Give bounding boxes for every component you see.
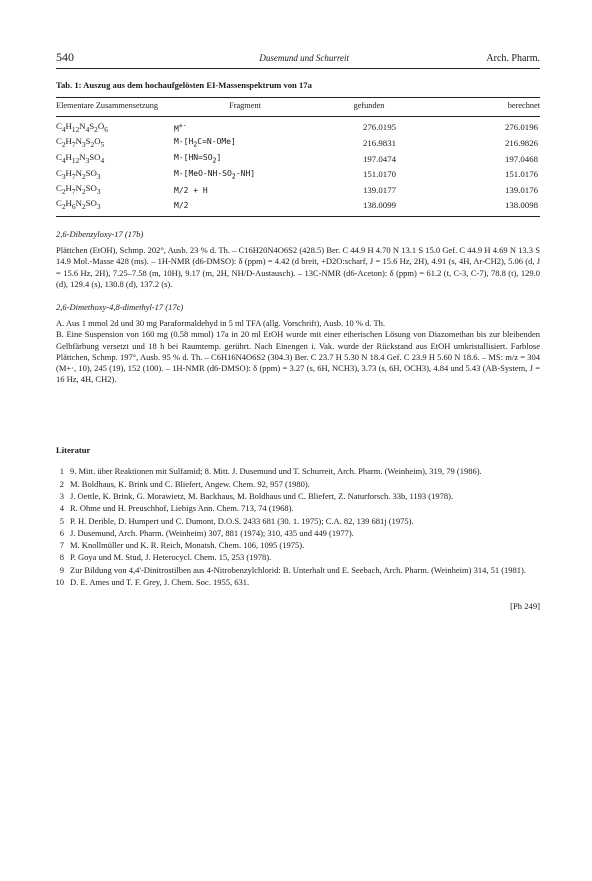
cell-composition: $C_4H_{12}N_3SO_4$ [56, 152, 105, 165]
compound-17b-heading: 2,6-Dibenzyloxy-17 (17b) [56, 228, 144, 239]
reference-text: J. Oettle, K. Brink, G. Morawietz, M. Backhaus, M. Boldhaus und C. Bliefert, Z. Naturforsch. 33b, 1193 (1978). [70, 491, 454, 501]
reference-number: 9 [59, 564, 64, 575]
page [56, 50, 540, 611]
journal-name: Arch. Pharm. [486, 53, 540, 64]
table-header-row [56, 98, 540, 117]
cell-calculated: 197.0468 [505, 153, 538, 164]
reference-text: P. H. Derible, D. Humpert und C. Dumont, D.O.S. 2433 681 (30. 1. 1975); C.A. 82, 139 681j (1975). [70, 515, 414, 526]
reference-number: 6 [59, 527, 64, 538]
reference-number: 3 [59, 491, 64, 501]
reference-number: 2 [59, 478, 64, 489]
cell-fragment: $M-[HN=SO_2]$ [174, 152, 222, 165]
reference-item [56, 552, 540, 563]
reference-item [56, 577, 540, 588]
cell-found: 151.0170 [363, 169, 396, 180]
table-row [56, 135, 540, 151]
table-body [56, 117, 540, 217]
page-number: 540 [56, 50, 74, 64]
cell-composition: $C_4H_{12}N_4S_2O_6$ [56, 121, 108, 134]
reference-number: 7 [59, 540, 64, 551]
cell-calculated: 139.0176 [505, 184, 538, 195]
compound-17b-section [56, 229, 540, 290]
cell-composition: $C_2H_6N_2SO_3$ [56, 198, 174, 217]
reference-text: M. Boldhaus, K. Brink und C. Bliefert, Angew. Chem. 92, 957 (1980). [70, 478, 310, 489]
table-row [56, 198, 540, 217]
compound-17c-section [56, 302, 540, 385]
cell-fragment: $M-[MeO-NH-SO_2-NH]$ [174, 168, 256, 181]
compound-17c-method-b: B. Eine Suspension von 160 mg (0.58 mmol) 17a in 20 ml EtOH wurde mit einer etherischen Lösung von Diazomethan bis zur bleibenden Gelbfärbung versetzt und 18 h bei Raumtemp. gerührt. Nach Einengen i. Vak. wurde der Rückstand aus EtOH umkristallisiert. Farblose Plättchen, Schmp. 197°, Ausb. 95 % d. Th. – C6H16N4O6S2 (304.3) Ber. C 23.7 H 5.30 N 18.4 Gef. C 23.9 H 5.60 N 18.6. – MS: m/z = 304 (M+·, 10), 245 (19), 152 (100). – 1H-NMR (d6-DMSO): δ (ppm) = 3.27 (s, 6H, NCH3), 3.73 (s, 6H, OCH3), 4.84 und 5.43 (AB-System, J = 16 Hz, 4H, CH2). [56, 329, 540, 385]
compound-17c-method-a: A. Aus 1 mmol 2d und 30 mg Paraformaldehyd in 5 ml TFA (allg. Vorschrift), Ausb. 10 % d. Th. [56, 318, 386, 329]
reference-text: P. Goya und M. Stud, J. Heterocycl. Chem. 15, 253 (1978). [70, 552, 272, 563]
reference-item [56, 516, 540, 527]
col-header-calc: berechnet [507, 101, 540, 110]
cell-fragment: M/2 [174, 198, 316, 217]
cell-fragment: $M-[H_2C=N-OMe]$ [174, 136, 236, 149]
reference-list [56, 466, 540, 588]
reference-text: R. Ohme und H. Preuschhof, Liebigs Ann. Chem. 713, 74 (1968). [70, 503, 294, 514]
cell-found: 276.0195 [363, 122, 396, 133]
reference-item [56, 491, 540, 502]
cell-composition: $C_2H_7N_3S_2O_5$ [56, 136, 105, 150]
cell-calculated: 151.0176 [505, 169, 538, 180]
reference-item [56, 503, 540, 514]
col-header-found: gefunden [353, 101, 385, 110]
cell-found: 139.0177 [363, 184, 396, 195]
reference-number: 8 [59, 552, 64, 563]
cell-fragment: M/2 + H [174, 185, 208, 195]
reference-number: 10 [55, 577, 64, 588]
cell-fragment: M+· [174, 122, 187, 134]
reference-number: 1 [59, 466, 64, 477]
compound-17c-heading: 2,6-Dimethoxy-4,8-dimethyl-17 (17c) [56, 301, 184, 312]
reference-text: M. Knollmüller und K. R. Reich, Monatsh. Chem. 106, 1095 (1975). [70, 540, 305, 551]
reference-number: 5 [59, 515, 64, 526]
cell-calculated: 216.9826 [505, 137, 538, 148]
reference-item [56, 565, 540, 576]
literature-title: Literatur [56, 445, 91, 456]
reference-number: 4 [59, 503, 64, 514]
table-row [56, 117, 540, 136]
col-header-composition: Elementare Zusammensetzung [56, 101, 159, 110]
reference-text: D. E. Ames und T. F. Grey, J. Chem. Soc. 1955, 631. [70, 577, 250, 588]
reference-item [56, 540, 540, 551]
mass-spectrum-table [56, 97, 540, 217]
table-caption: Tab. 1: Auszug aus dem hochaufgelösten EI-Massenspektrum von 17a [56, 80, 312, 90]
running-head [56, 50, 540, 69]
reference-text: J. Dusemund, Arch. Pharm. (Weinheim) 307, 881 (1974); 310, 435 und 449 (1977). [70, 527, 354, 538]
manuscript-signature: [Ph 249] [510, 601, 540, 612]
running-authors: Dusemund und Schurreit [259, 53, 350, 63]
table-row [56, 151, 540, 167]
table-row [56, 167, 540, 183]
table-row [56, 183, 540, 198]
compound-17b-text: Plättchen (EtOH), Schmp. 202°, Ausb. 23 % d. Th. – C16H20N4O6S2 (428.5) Ber. C 44.9 H 4.70 N 13.1 S 15.0 Gef. C 44.9 H 4.69 N 13.3 S 14.9 Mol.-Masse 428 (ms). – 1H-NMR (d6-DMSO): δ (ppm) = 4.42 (d breit, +D2O:scharf, J = 15.6 Hz, 2H), 4.91 (s, 4H, Ar-CH2), 5.06 (d, J = 15.6 Hz, 2H), 7.25–7.58 (m, 10H), 9.17 (m, 2H, NH/D-Austausch). – 13C-NMR (d6-Aceton): δ (ppm) = 61.2 (t, C-3, C-7), 78.8 (t), 129.0 (d), 129.4 (s), 130.8 (d), 137.2 (s). [56, 245, 540, 289]
cell-calculated: 276.0196 [505, 122, 538, 133]
cell-calculated: 138.0098 [422, 198, 540, 217]
cell-found: 216.9831 [363, 137, 396, 148]
cell-composition: $C_2H_7N_2SO_3$ [56, 183, 101, 197]
reference-item [56, 528, 540, 539]
cell-composition: $C_3H_7N_2SO_3$ [56, 167, 101, 181]
cell-found: 197.0474 [363, 153, 396, 164]
reference-item [56, 466, 540, 477]
reference-text: 9. Mitt. über Reaktionen mit Sulfamid; 8. Mitt. J. Dusemund und T. Schurreit, Arch. Pharm. (Weinheim), 319, 79 (1986). [70, 466, 482, 477]
cell-found: 138.0099 [316, 198, 422, 217]
reference-item [56, 479, 540, 490]
col-header-fragment: Fragment [229, 101, 261, 110]
reference-text: Zur Bildung von 4,4'-Dinitrostilben aus 4-Nitrobenzylchlorid: B. Unterhalt und E. Seebach, Arch. Pharm. (Weinheim) 314, 51 (1981). [70, 564, 526, 575]
